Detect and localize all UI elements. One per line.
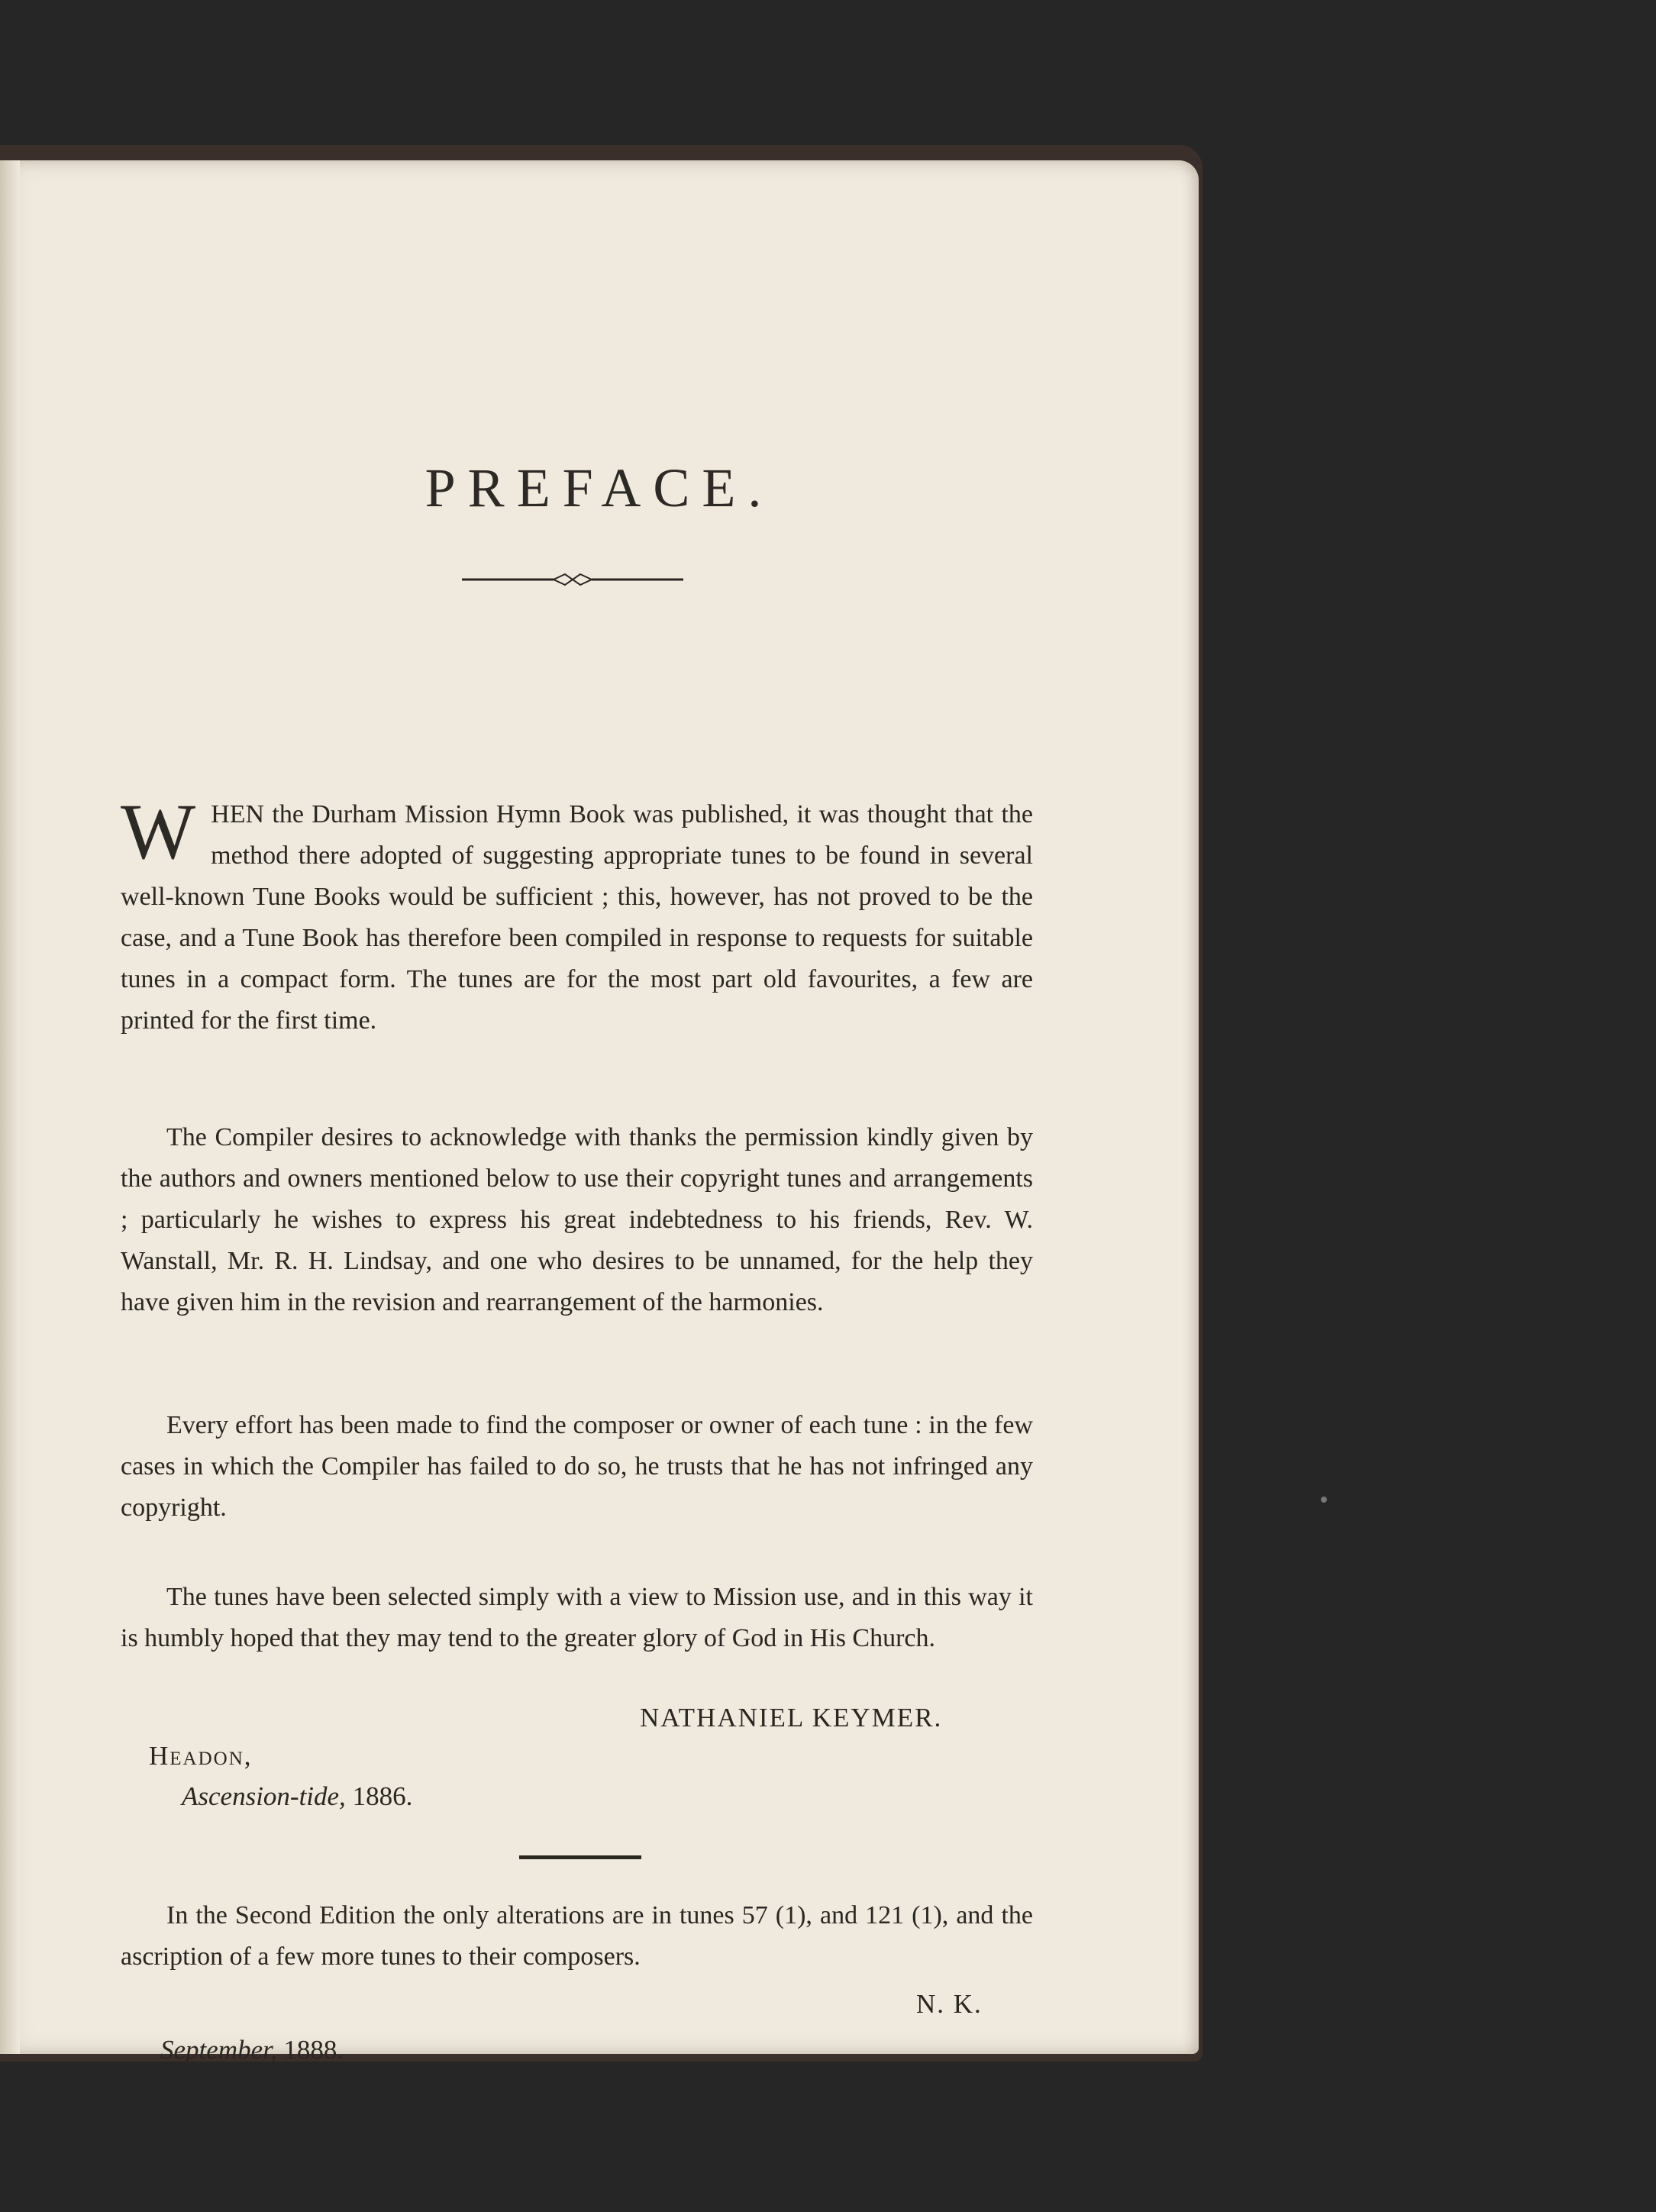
initials: N. K. — [916, 1989, 983, 2019]
page-gutter — [0, 160, 20, 2054]
paragraph-intro — [121, 788, 1033, 1041]
title-ornament-icon — [458, 568, 687, 591]
background-speck — [1321, 1497, 1327, 1503]
paragraph-second-edition: In the Second Edition the only alterations are in tunes 57 (1), and 121 (1), and the ascription of a few more tunes to their composers. — [121, 1901, 1033, 1971]
first-edition-year: 1886. — [352, 1781, 413, 1811]
book-page — [0, 160, 1199, 2065]
second-edition-month: September, — [160, 2035, 277, 2065]
drop-cap: W — [121, 788, 196, 876]
signature: NATHANIEL KEYMER. — [640, 1703, 943, 1732]
first-edition-season: Ascension-tide, — [182, 1781, 346, 1811]
section-divider — [519, 1855, 641, 1859]
paragraph-copyright: Every effort has been made to find the composer or owner of each tune : in the few cases in which the Compiler has failed to do so, he trusts that he has not infringed any copyright. — [121, 1411, 1033, 1522]
paragraph-purpose: The tunes have been selected simply with a view to Mission use, and in this way it is humbly hoped that they may tend to the greater glory of God in His Church. — [121, 1583, 1033, 1652]
page-title: PREFACE. — [424, 457, 774, 518]
paragraph-acknowledgement: The Compiler desires to acknowledge with thanks the permission kindly given by the authors and owners mentioned below to use their copyright tunes and arrangements ; particularly he wishes to express his great indebtedness to his friends, Rev. W. Wanstall, Mr. R. H. Lindsay, and one who desires to be unnamed, for the help they have given him in the revision and rearrangement of the harmonies. — [121, 1123, 1033, 1316]
second-edition-date — [160, 2035, 344, 2065]
second-edition-year: 1888. — [283, 2035, 344, 2065]
first-edition-date — [182, 1781, 412, 1812]
paragraph-intro-text: HEN the Durham Mission Hymn Book was published, it was thought that the method there adopted of suggesting appropriate tunes to be found in several well-known Tune Books would be sufficient ; this, however, has not proved to be the case, and a Tune Book has therefore been compiled in response to requests for suitable tunes in a compact form. The tunes are for the most part old favourites, a few are printed for the first time. — [121, 800, 1033, 1035]
place-name: Headon, — [149, 1741, 253, 1771]
